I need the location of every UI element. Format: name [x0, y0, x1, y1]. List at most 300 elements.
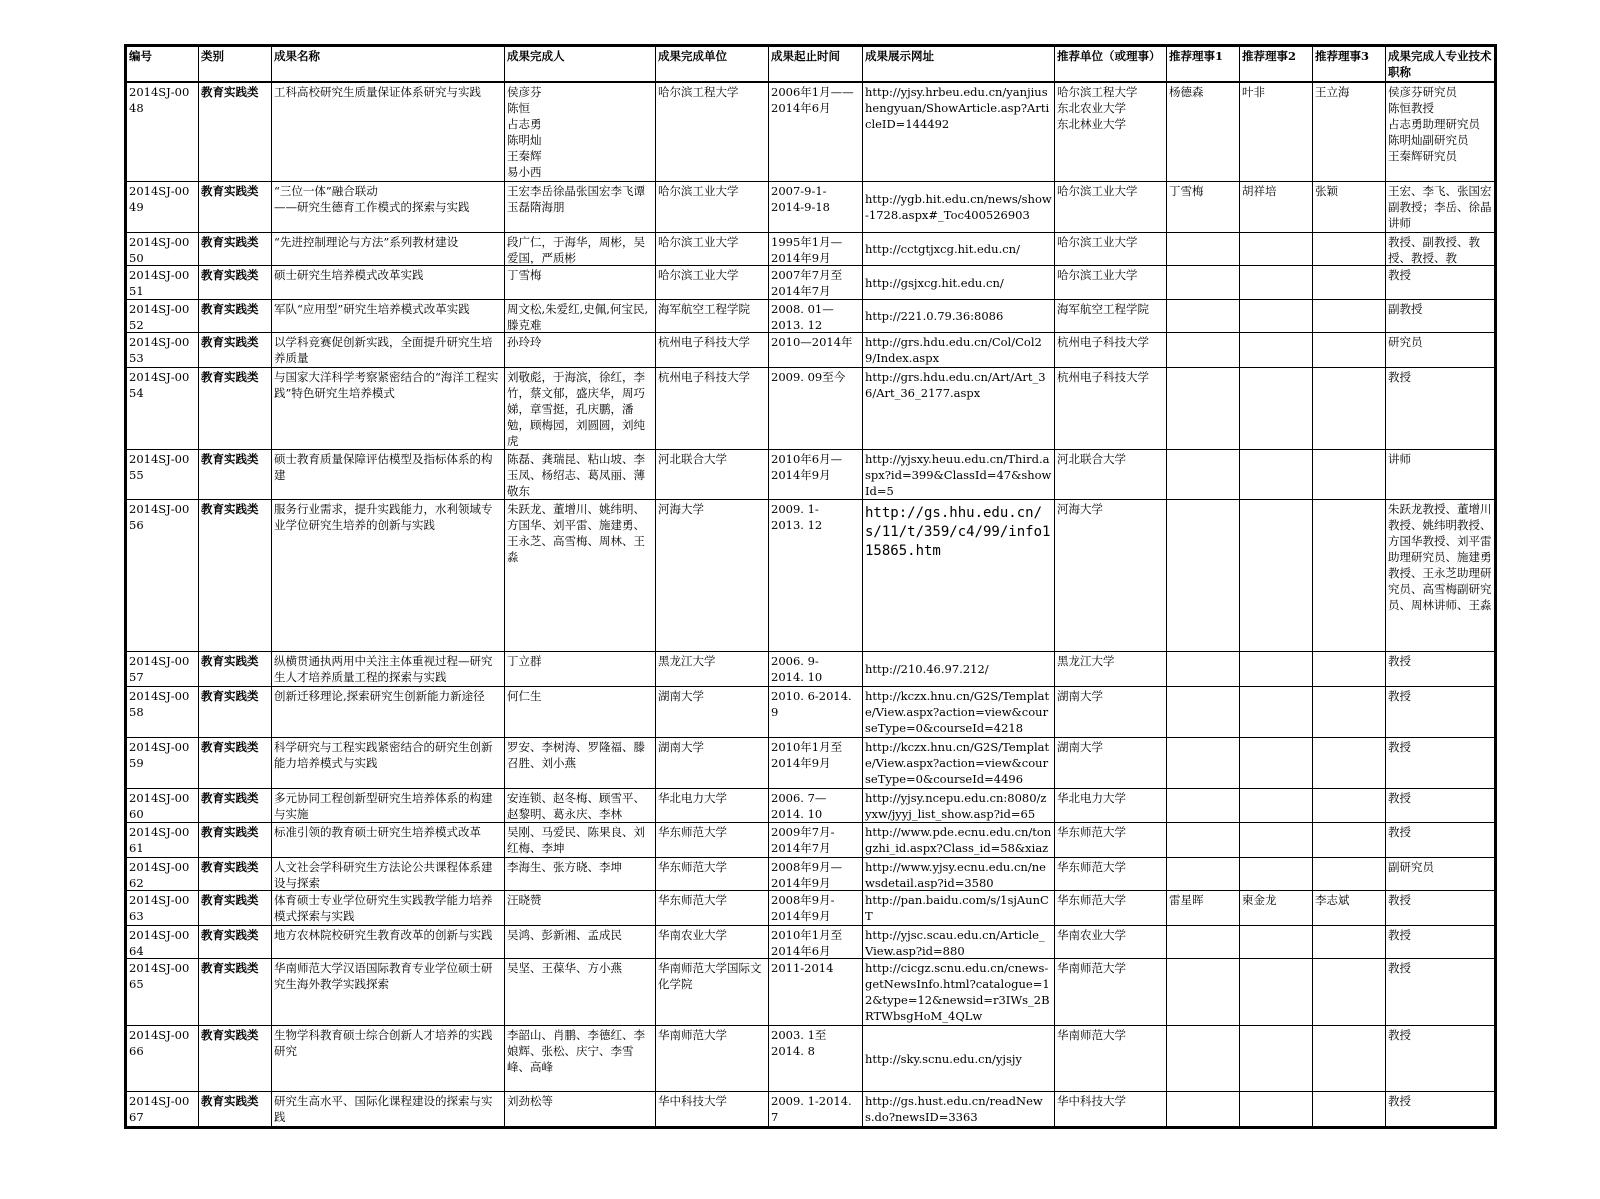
cell-people-text: 刘敬彪，于海滨，徐红，李竹，蔡文郁，盛庆华，周巧娣，章雪挺，孔庆鹏，潘勉，顾梅园，刘圆圆，刘纯虎: [507, 370, 645, 448]
cell-director-1: [1167, 500, 1240, 652]
cell-id-text: 2014SJ-0059: [129, 740, 190, 770]
cell-unit: [656, 858, 769, 891]
cell-director-3-text: 李志斌: [1315, 893, 1350, 907]
cell-id-text: 2014SJ-0056: [129, 502, 190, 532]
cell-category-text: 教育实践类: [201, 740, 259, 754]
cell-category-text: 教育实践类: [201, 825, 259, 839]
cell-unit-text: 河海大学: [658, 502, 704, 516]
cell-recommender: [1055, 182, 1167, 233]
cell-time: [769, 500, 863, 652]
cell-category: [199, 891, 272, 926]
cell-category: [199, 687, 272, 738]
cell-category: [199, 368, 272, 450]
table-row: [126, 858, 1496, 891]
cell-category: [199, 182, 272, 233]
cell-people: [505, 858, 656, 891]
cell-recommender-text: 杭州电子科技大学: [1057, 335, 1149, 349]
cell-director-2: [1240, 300, 1313, 333]
table-row: [126, 789, 1496, 823]
cell-unit-text: 哈尔滨工业大学: [658, 235, 739, 249]
cell-recommender: [1055, 368, 1167, 450]
cell-recommender-text: 华东师范大学: [1057, 893, 1126, 907]
cell-recommender: [1055, 233, 1167, 266]
cell-director-1: [1167, 823, 1240, 858]
cell-title: [272, 959, 505, 1026]
cell-people-text: 汪晓赞: [507, 893, 542, 907]
cell-job-title: [1386, 368, 1496, 450]
cell-id-text: 2014SJ-0051: [129, 268, 190, 298]
cell-title: [272, 266, 505, 300]
cell-unit: [656, 233, 769, 266]
cell-recommender-text: 华中科技大学: [1057, 1094, 1126, 1108]
cell-job-title: [1386, 500, 1496, 652]
cell-job-title: [1386, 300, 1496, 333]
cell-time: [769, 891, 863, 926]
cell-category-text: 教育实践类: [201, 893, 259, 907]
cell-time: [769, 959, 863, 1026]
cell-time: [769, 266, 863, 300]
cell-job-title: [1386, 233, 1496, 266]
cell-category: [199, 450, 272, 500]
cell-id-text: 2014SJ-0066: [129, 1028, 190, 1058]
cell-job-title: [1386, 182, 1496, 233]
cell-recommender: [1055, 687, 1167, 738]
cell-job-title-text: 教授: [1388, 825, 1411, 839]
cell-director-2: [1240, 450, 1313, 500]
cell-director-1: [1167, 652, 1240, 687]
cell-recommender-text: 河海大学: [1057, 502, 1103, 516]
cell-recommender: [1055, 82, 1167, 182]
cell-recommender-text: 华东师范大学: [1057, 825, 1126, 839]
cell-title-text: 服务行业需求，提升实践能力，水利领域专业学位研究生培养的创新与实践: [274, 502, 493, 532]
cell-director-1: [1167, 300, 1240, 333]
cell-url: [863, 738, 1055, 789]
cell-id: [126, 500, 199, 652]
cell-time-text: 1995年1月— 2014年9月: [771, 235, 843, 264]
cell-id-text: 2014SJ-0067: [129, 1094, 190, 1124]
header-time: 成果起止时间: [769, 46, 863, 83]
cell-id: [126, 368, 199, 450]
cell-director-3: [1313, 500, 1386, 652]
cell-people-text: 丁雪梅: [507, 268, 542, 282]
cell-id-text: 2014SJ-0052: [129, 302, 190, 331]
cell-url-text: http://gs.hust.edu.cn/readNews.do?newsID=3363: [865, 1094, 1043, 1124]
cell-time: [769, 368, 863, 450]
cell-id-text: 2014SJ-0054: [129, 370, 190, 400]
cell-id: [126, 789, 199, 823]
cell-url: [863, 82, 1055, 182]
cell-director-3: [1313, 687, 1386, 738]
cell-time: [769, 300, 863, 333]
cell-director-2: [1240, 333, 1313, 368]
cell-url-text: http://sky.scnu.edu.cn/yjsjy: [865, 1051, 1022, 1066]
cell-recommender-text: 杭州电子科技大学: [1057, 370, 1149, 384]
cell-title: [272, 891, 505, 926]
cell-recommender-text: 华北电力大学: [1057, 791, 1126, 805]
cell-people-text: 刘劲松等: [507, 1094, 553, 1108]
cell-url: [863, 789, 1055, 823]
cell-director-2: [1240, 823, 1313, 858]
cell-title: [272, 82, 505, 182]
cell-recommender: [1055, 789, 1167, 823]
cell-unit: [656, 1092, 769, 1128]
cell-title-text: 人文社会学科研究生方法论公共课程体系建设与探索: [274, 860, 493, 889]
cell-id-text: 2014SJ-0055: [129, 452, 190, 482]
cell-unit-text: 华南农业大学: [658, 928, 727, 942]
cell-director-3: [1313, 858, 1386, 891]
cell-job-title: [1386, 82, 1496, 182]
cell-url: [863, 368, 1055, 450]
header-people: 成果完成人: [505, 46, 656, 83]
cell-director-3: [1313, 1092, 1386, 1128]
cell-title-text: “三位一体”融合联动 ——研究生德育工作模式的探索与实践: [274, 184, 470, 214]
cell-people-text: 周文松,朱爱红,史佩,何宝民,滕克难: [507, 302, 649, 331]
cell-time: [769, 82, 863, 182]
cell-people: [505, 233, 656, 266]
cell-unit-text: 华东师范大学: [658, 825, 727, 839]
cell-url-text: http://gs.hhu.edu.cn/s/11/t/359/c4/99/info115865.htm: [865, 505, 1051, 559]
cell-time-text: 2009. 1-2014. 7: [771, 1094, 852, 1124]
cell-director-2: [1240, 789, 1313, 823]
cell-category: [199, 1026, 272, 1092]
cell-director-3-text: 王立海: [1315, 85, 1350, 99]
header-unit: 成果完成单位: [656, 46, 769, 83]
cell-title: [272, 687, 505, 738]
cell-id-text: 2014SJ-0064: [129, 928, 190, 957]
cell-title: [272, 789, 505, 823]
cell-director-3: [1313, 891, 1386, 926]
cell-recommender: [1055, 333, 1167, 368]
cell-job-title-text: 副研究员: [1388, 860, 1434, 874]
cell-unit: [656, 500, 769, 652]
cell-time-text: 2010年1月至 2014年6月: [771, 928, 843, 957]
cell-id: [126, 738, 199, 789]
cell-url-text: http://221.0.79.36:8086: [865, 309, 1004, 323]
cell-director-2: [1240, 652, 1313, 687]
cell-unit: [656, 652, 769, 687]
cell-unit-text: 湖南大学: [658, 740, 704, 754]
cell-id-text: 2014SJ-0060: [129, 791, 190, 821]
cell-job-title-text: 副教授: [1388, 302, 1423, 316]
cell-job-title-text: 教授: [1388, 893, 1411, 907]
cell-id: [126, 333, 199, 368]
cell-director-3: [1313, 266, 1386, 300]
cell-title-text: 与国家大洋科学考察紧密结合的“海洋工程实践”特色研究生培养模式: [274, 370, 499, 400]
cell-recommender: [1055, 926, 1167, 959]
cell-people-text: 孙玲玲: [507, 335, 542, 349]
cell-url-text: http://cctgtjxcg.hit.edu.cn/: [865, 242, 1020, 256]
cell-unit-text: 海军航空工程学院: [658, 302, 750, 316]
cell-director-2: [1240, 1092, 1313, 1128]
cell-id-text: 2014SJ-0063: [129, 893, 190, 923]
cell-job-title: [1386, 1092, 1496, 1128]
header-category: 类别: [199, 46, 272, 83]
cell-people: [505, 368, 656, 450]
cell-id-text: 2014SJ-0058: [129, 689, 190, 719]
cell-unit: [656, 450, 769, 500]
cell-director-3: [1313, 300, 1386, 333]
cell-people-text: 王宏李岳徐晶张国宏李飞谭玉磊隋海朋: [507, 184, 645, 214]
cell-recommender-text: 华东师范大学: [1057, 860, 1126, 874]
cell-category: [199, 823, 272, 858]
cell-url: [863, 926, 1055, 959]
cell-time-text: 2008年9月— 2014年9月: [771, 860, 843, 889]
cell-director-2-text: 柬金龙: [1242, 893, 1277, 907]
cell-time: [769, 182, 863, 233]
cell-url: [863, 182, 1055, 233]
cell-category-text: 教育实践类: [201, 335, 259, 349]
cell-director-1: [1167, 82, 1240, 182]
cell-id-text: 2014SJ-0061: [129, 825, 190, 855]
cell-job-title: [1386, 738, 1496, 789]
cell-director-3: [1313, 926, 1386, 959]
cell-director-1: [1167, 858, 1240, 891]
cell-director-2-text: 胡祥培: [1242, 184, 1277, 198]
cell-url: [863, 266, 1055, 300]
cell-unit-text: 杭州电子科技大学: [658, 335, 750, 349]
cell-time-text: 2008年9月- 2014年9月: [771, 893, 835, 923]
cell-id: [126, 266, 199, 300]
cell-title-text: 生物学科教育硕士综合创新人才培养的实践研究: [274, 1028, 493, 1058]
cell-id: [126, 891, 199, 926]
cell-category-text: 教育实践类: [201, 184, 259, 198]
cell-id: [126, 300, 199, 333]
cell-director-2: [1240, 233, 1313, 266]
cell-category: [199, 82, 272, 182]
cell-people: [505, 652, 656, 687]
table-row: [126, 1026, 1496, 1092]
cell-recommender: [1055, 300, 1167, 333]
cell-people-text: 李韶山、肖鹏、李德红、李娘辉、张松、庆宁、李雪峰、高峰: [507, 1028, 645, 1074]
cell-director-1: [1167, 789, 1240, 823]
cell-people-text: 吴鸿、彭新湘、孟成民: [507, 928, 622, 942]
cell-director-2: [1240, 266, 1313, 300]
cell-url: [863, 300, 1055, 333]
cell-title: [272, 823, 505, 858]
cell-id: [126, 858, 199, 891]
cell-people: [505, 738, 656, 789]
cell-director-3: [1313, 823, 1386, 858]
cell-people-text: 吴刚、马爱民、陈果良、刘红梅、李坤: [507, 825, 645, 855]
cell-category: [199, 500, 272, 652]
cell-unit: [656, 1026, 769, 1092]
cell-people: [505, 500, 656, 652]
cell-time-text: 2010—2014年: [771, 335, 853, 349]
cell-url-text: http://yjsc.scau.edu.cn/Article_View.asp?id=880: [865, 928, 1045, 957]
cell-recommender-text: 黑龙江大学: [1057, 654, 1115, 668]
cell-title: [272, 233, 505, 266]
cell-director-1: [1167, 182, 1240, 233]
cell-title-text: 创新迁移理论,探索研究生创新能力新途径: [274, 689, 485, 703]
cell-director-2: [1240, 891, 1313, 926]
cell-job-title-text: 教授: [1388, 268, 1411, 282]
cell-url-text: http://210.46.97.212/: [865, 662, 989, 676]
cell-unit: [656, 959, 769, 1026]
table-row: [126, 450, 1496, 500]
cell-people: [505, 1092, 656, 1128]
cell-id: [126, 926, 199, 959]
cell-job-title-text: 教授: [1388, 928, 1411, 942]
table-row: [126, 1092, 1496, 1128]
cell-url: [863, 652, 1055, 687]
cell-url-text: http://www.pde.ecnu.edu.cn/tongzhi_id.aspx?Class_id=58&xiaz: [865, 825, 1052, 855]
cell-director-1: [1167, 1092, 1240, 1128]
cell-title-text: “先进控制理论与方法”系列教材建设: [274, 235, 459, 249]
cell-title: [272, 926, 505, 959]
cell-director-1: [1167, 450, 1240, 500]
cell-unit-text: 华中科技大学: [658, 1094, 727, 1108]
cell-title: [272, 500, 505, 652]
cell-url: [863, 233, 1055, 266]
cell-recommender-text: 哈尔滨工程大学 东北农业大学 东北林业大学: [1057, 85, 1138, 131]
cell-job-title: [1386, 789, 1496, 823]
cell-job-title: [1386, 891, 1496, 926]
cell-people: [505, 891, 656, 926]
cell-people-text: 吴坚、王葆华、方小燕: [507, 961, 622, 975]
cell-job-title: [1386, 959, 1496, 1026]
cell-title: [272, 1026, 505, 1092]
cell-job-title-text: 教授: [1388, 1094, 1411, 1108]
cell-people: [505, 333, 656, 368]
cell-people: [505, 1026, 656, 1092]
table-row: [126, 368, 1496, 450]
cell-director-1: [1167, 233, 1240, 266]
cell-director-3: [1313, 959, 1386, 1026]
cell-title-text: 多元协同工程创新型研究生培养体系的构建与实施: [274, 791, 493, 821]
cell-title: [272, 652, 505, 687]
header-director-1: 推荐理事1: [1167, 46, 1240, 83]
cell-director-3: [1313, 333, 1386, 368]
cell-people-text: 罗安、李树涛、罗隆福、滕召胜、刘小燕: [507, 740, 645, 770]
cell-recommender: [1055, 450, 1167, 500]
cell-category-text: 教育实践类: [201, 85, 259, 99]
cell-url: [863, 823, 1055, 858]
cell-recommender: [1055, 652, 1167, 687]
cell-category-text: 教育实践类: [201, 1028, 259, 1042]
cell-recommender-text: 华南师范大学: [1057, 961, 1126, 975]
cell-category: [199, 738, 272, 789]
cell-id: [126, 959, 199, 1026]
cell-job-title-text: 教授: [1388, 791, 1411, 805]
cell-category-text: 教育实践类: [201, 654, 259, 668]
table-row: [126, 333, 1496, 368]
cell-time: [769, 687, 863, 738]
cell-director-1: [1167, 333, 1240, 368]
cell-url: [863, 333, 1055, 368]
cell-people: [505, 300, 656, 333]
cell-unit-text: 华北电力大学: [658, 791, 727, 805]
cell-recommender: [1055, 738, 1167, 789]
cell-category-text: 教育实践类: [201, 235, 259, 249]
cell-unit-text: 哈尔滨工业大学: [658, 184, 739, 198]
cell-unit: [656, 300, 769, 333]
cell-director-2: [1240, 738, 1313, 789]
cell-recommender-text: 湖南大学: [1057, 689, 1103, 703]
header-director-3: 推荐理事3: [1313, 46, 1386, 83]
cell-time-text: 2007年7月至 2014年7月: [771, 268, 843, 298]
cell-time: [769, 926, 863, 959]
cell-unit-text: 哈尔滨工程大学: [658, 85, 739, 99]
cell-title-text: 体育硕士专业学位研究生实践教学能力培养模式探索与实践: [274, 893, 493, 923]
cell-people: [505, 789, 656, 823]
cell-title-text: 硕士教育质量保障评估模型及指标体系的构建: [274, 452, 493, 482]
cell-url-text: http://yjsy.ncepu.edu.cn:8080/zyxw/jyyj_list_show.asp?id=65: [865, 791, 1047, 821]
cell-director-3: [1313, 82, 1386, 182]
cell-time-text: 2009年7月- 2014年7月: [771, 825, 835, 855]
cell-url: [863, 891, 1055, 926]
cell-id: [126, 823, 199, 858]
cell-director-1: [1167, 368, 1240, 450]
cell-category: [199, 959, 272, 1026]
cell-director-1: [1167, 687, 1240, 738]
cell-url-text: http://gsjxcg.hit.edu.cn/: [865, 275, 1004, 290]
cell-title: [272, 368, 505, 450]
cell-url: [863, 1026, 1055, 1092]
cell-unit-text: 华东师范大学: [658, 893, 727, 907]
cell-id-text: 2014SJ-0057: [129, 654, 190, 684]
cell-time-text: 2009. 09至今: [771, 370, 846, 384]
cell-id: [126, 687, 199, 738]
cell-director-1: [1167, 959, 1240, 1026]
cell-time-text: 2010年1月至 2014年9月: [771, 740, 843, 770]
cell-recommender: [1055, 500, 1167, 652]
cell-people-text: 朱跃龙、董增川、姚纬明、方国华、刘平雷、施建勇、王永芝、高雪梅、周林、王淼: [507, 502, 645, 564]
cell-url-text: http://grs.hdu.edu.cn/Art/Art_36/Art_36_2177.aspx: [865, 370, 1046, 400]
cell-url: [863, 1092, 1055, 1128]
cell-url-text: http://yjsy.hrbeu.edu.cn/yanjiushengyuan/ShowArticle.asp?ArticleID=144492: [865, 85, 1050, 131]
cell-job-title-text: 教授、副教授、教授、教授、教: [1388, 235, 1480, 264]
cell-title: [272, 300, 505, 333]
cell-unit: [656, 333, 769, 368]
cell-unit-text: 华南师范大学国际文化学院: [658, 961, 762, 991]
cell-job-title-text: 教授: [1388, 1028, 1411, 1042]
cell-job-title-text: 侯彦芬研究员 陈恒教授 占志勇助理研究员 陈明灿副研究员 王秦辉研究员: [1388, 85, 1480, 163]
cell-recommender-text: 河北联合大学: [1057, 452, 1126, 466]
cell-people-text: 侯彦芬 陈恒 占志勇 陈明灿 王秦辉 易小西: [507, 85, 542, 179]
cell-recommender: [1055, 959, 1167, 1026]
table-row: [126, 82, 1496, 182]
cell-recommender: [1055, 1026, 1167, 1092]
cell-title-text: 纵横贯通执两用中关注主体重视过程—研究生人才培养质量工程的探索与实践: [274, 654, 493, 684]
cell-category-text: 教育实践类: [201, 370, 259, 384]
cell-title-text: 华南师范大学汉语国际教育专业学位硕士研究生海外教学实践探索: [274, 961, 493, 991]
cell-director-3: [1313, 652, 1386, 687]
cell-category: [199, 1092, 272, 1128]
cell-id-text: 2014SJ-0049: [129, 184, 190, 214]
cell-job-title-text: 研究员: [1388, 335, 1423, 349]
cell-people-text: 何仁生: [507, 689, 542, 703]
cell-recommender-text: 湖南大学: [1057, 740, 1103, 754]
cell-unit: [656, 789, 769, 823]
table-row: [126, 738, 1496, 789]
cell-job-title: [1386, 687, 1496, 738]
cell-people: [505, 959, 656, 1026]
cell-recommender-text: 华南师范大学: [1057, 1028, 1126, 1042]
cell-people: [505, 687, 656, 738]
cell-time-text: 2006. 7— 2014. 10: [771, 791, 827, 821]
cell-job-title: [1386, 1026, 1496, 1092]
cell-category-text: 教育实践类: [201, 1094, 259, 1108]
cell-title: [272, 1092, 505, 1128]
cell-title-text: 工科高校研究生质量保证体系研究与实践: [274, 85, 481, 99]
table-row: [126, 300, 1496, 333]
cell-unit: [656, 926, 769, 959]
cell-title: [272, 182, 505, 233]
cell-time: [769, 233, 863, 266]
cell-id: [126, 182, 199, 233]
cell-id: [126, 652, 199, 687]
cell-category: [199, 300, 272, 333]
